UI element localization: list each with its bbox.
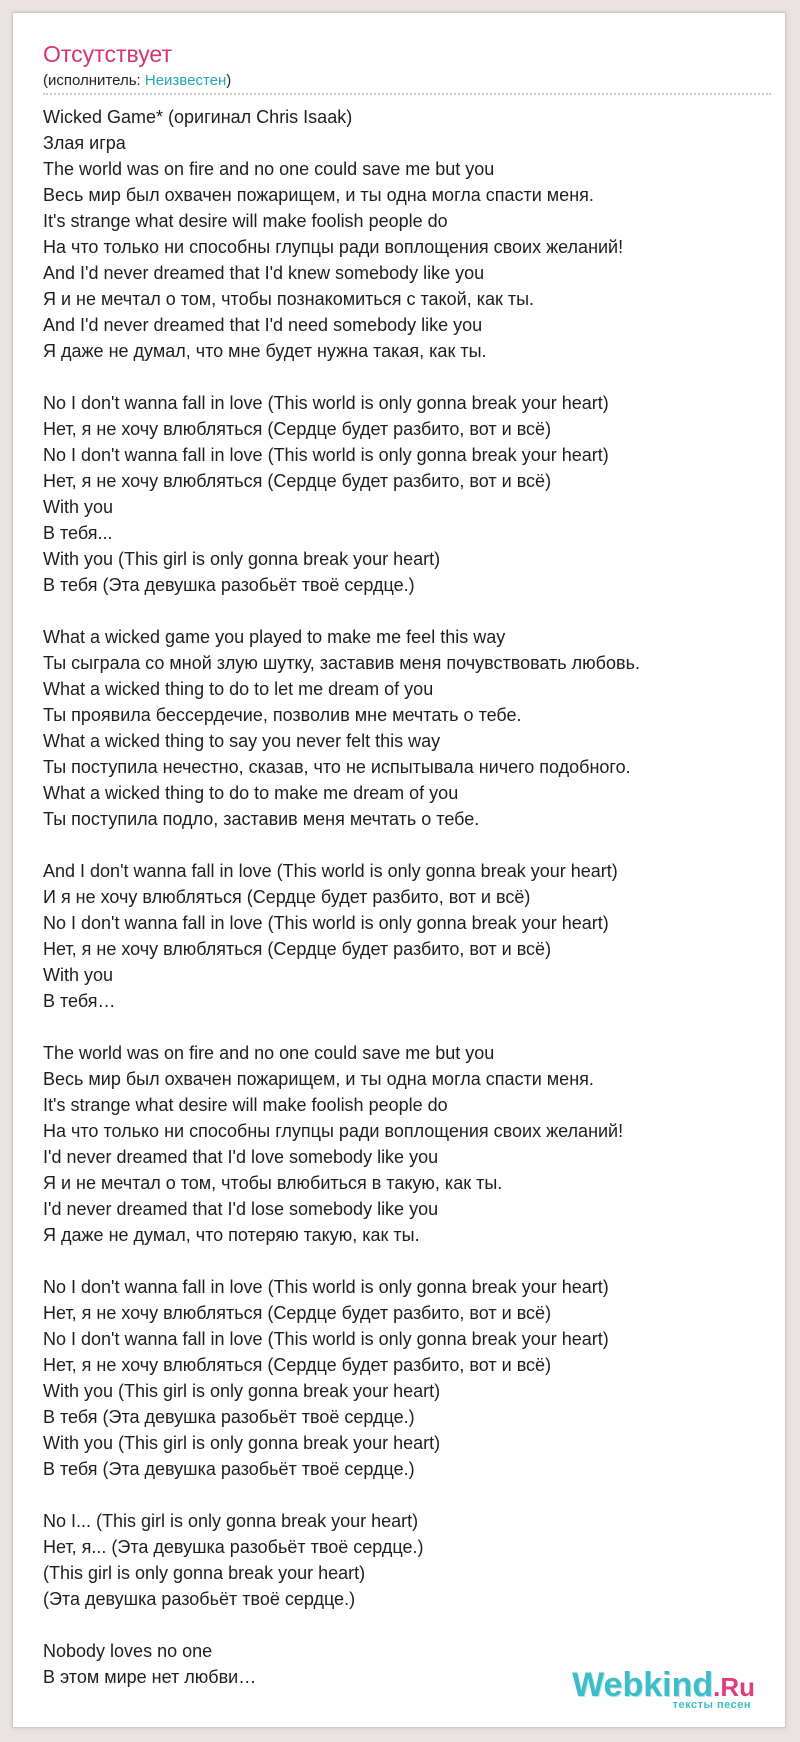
- stanza-break: [43, 1014, 778, 1040]
- webkind-logo[interactable]: [572, 1666, 755, 1711]
- lyric-line: I'd never dreamed that I'd love somebody like you: [43, 1147, 439, 1167]
- lyric-line: В тебя...: [43, 523, 113, 543]
- lyric-line: Нет, я не хочу влюбляться (Сердце будет разбито, вот и всё): [43, 1355, 552, 1375]
- artist-link[interactable]: Неизвестен: [144, 72, 227, 89]
- lyric-line: На что только ни способны глупцы ради воплощения своих желаний!: [43, 1121, 624, 1141]
- stanza-break: [43, 598, 778, 624]
- stanza-break: [43, 364, 778, 390]
- lyric-line: Я даже не думал, что потеряю такую, как ты.: [43, 1225, 420, 1245]
- artist-prefix: (исполнитель:: [43, 72, 145, 89]
- lyric-line: With you (This girl is only gonna break your heart): [43, 1433, 441, 1453]
- lyric-line: And I'd never dreamed that I'd need somebody like you: [43, 315, 483, 335]
- lyric-line: It's strange what desire will make foolish people do: [43, 1095, 448, 1115]
- lyric-line: И я не хочу влюбляться (Сердце будет разбито, вот и всё): [43, 887, 531, 907]
- lyric-line: With you: [43, 965, 114, 985]
- lyric-line: Я и не мечтал о том, чтобы познакомиться с такой, как ты.: [43, 289, 535, 309]
- lyric-line: And I'd never dreamed that I'd knew somebody like you: [43, 263, 485, 283]
- stanza-break: [43, 1612, 778, 1638]
- lyric-line: The world was on fire and no one could save me but you: [43, 159, 495, 179]
- song-title: Отсутствует: [43, 41, 172, 67]
- lyric-line: No I don't wanna fall in love (This world is only gonna break your heart): [43, 1329, 609, 1349]
- lyric-line: В тебя…: [43, 991, 116, 1011]
- lyric-line: В тебя (Эта девушка разобьёт твоё сердце.): [43, 1459, 415, 1479]
- artist-line: [43, 72, 231, 89]
- lyric-line: What a wicked thing to do to let me dream of you: [43, 679, 434, 699]
- lyric-line: What a wicked thing to do to make me dream of you: [43, 783, 459, 803]
- lyric-line: With you: [43, 497, 114, 517]
- lyric-line: Я и не мечтал о том, чтобы влюбиться в такую, как ты.: [43, 1173, 503, 1193]
- lyric-line: В тебя (Эта девушка разобьёт твоё сердце.): [43, 575, 415, 595]
- lyric-line: На что только ни способны глупцы ради воплощения своих желаний!: [43, 237, 624, 257]
- lyric-line: Злая игра: [43, 133, 126, 153]
- lyric-line: Нет, я не хочу влюбляться (Сердце будет разбито, вот и всё): [43, 1303, 552, 1323]
- artist-suffix: ): [226, 72, 232, 89]
- lyric-line: What a wicked thing to say you never felt this way: [43, 731, 441, 751]
- lyric-line: Весь мир был охвачен пожарищем, и ты одна могла спасти меня.: [43, 185, 594, 205]
- logo-subtitle: тексты песен: [672, 1699, 751, 1711]
- lyrics-card: [12, 12, 786, 1728]
- lyric-line: And I don't wanna fall in love (This world is only gonna break your heart): [43, 861, 618, 881]
- lyrics-body: [43, 104, 778, 1690]
- lyric-line: (This girl is only gonna break your heart): [43, 1563, 366, 1583]
- lyric-line: I'd never dreamed that I'd lose somebody like you: [43, 1199, 439, 1219]
- lyric-line: With you (This girl is only gonna break your heart): [43, 1381, 441, 1401]
- lyric-line: В этом мире нет любви…: [43, 1667, 257, 1687]
- lyric-line: Ты сыграла со мной злую шутку, заставив меня почувствовать любовь.: [43, 653, 640, 673]
- logo-tld-text: .Ru: [713, 1672, 755, 1702]
- stanza-break: [43, 1482, 778, 1508]
- lyric-line: Весь мир был охвачен пожарищем, и ты одна могла спасти меня.: [43, 1069, 594, 1089]
- lyric-line: Ты проявила бессердечие, позволив мне мечтать о тебе.: [43, 705, 522, 725]
- lyric-line: Нет, я... (Эта девушка разобьёт твоё сердце.): [43, 1537, 424, 1557]
- lyric-line: Ты поступила подло, заставив меня мечтать о тебе.: [43, 809, 480, 829]
- lyric-line: Нет, я не хочу влюбляться (Сердце будет разбито, вот и всё): [43, 939, 552, 959]
- lyric-line: Нет, я не хочу влюбляться (Сердце будет разбито, вот и всё): [43, 419, 552, 439]
- stanza-break: [43, 1248, 778, 1274]
- lyric-line: Нет, я не хочу влюбляться (Сердце будет разбито, вот и всё): [43, 471, 552, 491]
- lyric-line: It's strange what desire will make foolish people do: [43, 211, 448, 231]
- lyric-line: The world was on fire and no one could save me but you: [43, 1043, 495, 1063]
- lyric-line: No I don't wanna fall in love (This world is only gonna break your heart): [43, 393, 609, 413]
- logo-main-text: Webkind: [572, 1666, 714, 1704]
- lyric-line: Wicked Game* (оригинал Chris Isaak): [43, 107, 353, 127]
- lyric-line: No I don't wanna fall in love (This world is only gonna break your heart): [43, 445, 609, 465]
- lyric-line: Ты поступила нечестно, сказав, что не испытывала ничего подобного.: [43, 757, 631, 777]
- lyric-line: Я даже не думал, что мне будет нужна такая, как ты.: [43, 341, 487, 361]
- lyric-line: В тебя (Эта девушка разобьёт твоё сердце.): [43, 1407, 415, 1427]
- lyric-line: Nobody loves no one: [43, 1641, 213, 1661]
- lyric-line: No I don't wanna fall in love (This world is only gonna break your heart): [43, 1277, 609, 1297]
- lyric-line: No I... (This girl is only gonna break your heart): [43, 1511, 419, 1531]
- lyric-line: What a wicked game you played to make me feel this way: [43, 627, 506, 647]
- lyric-line: No I don't wanna fall in love (This world is only gonna break your heart): [43, 913, 609, 933]
- stanza-break: [43, 832, 778, 858]
- lyric-line: With you (This girl is only gonna break your heart): [43, 549, 441, 569]
- title-divider: [43, 93, 771, 95]
- lyric-line: (Эта девушка разобьёт твоё сердце.): [43, 1589, 356, 1609]
